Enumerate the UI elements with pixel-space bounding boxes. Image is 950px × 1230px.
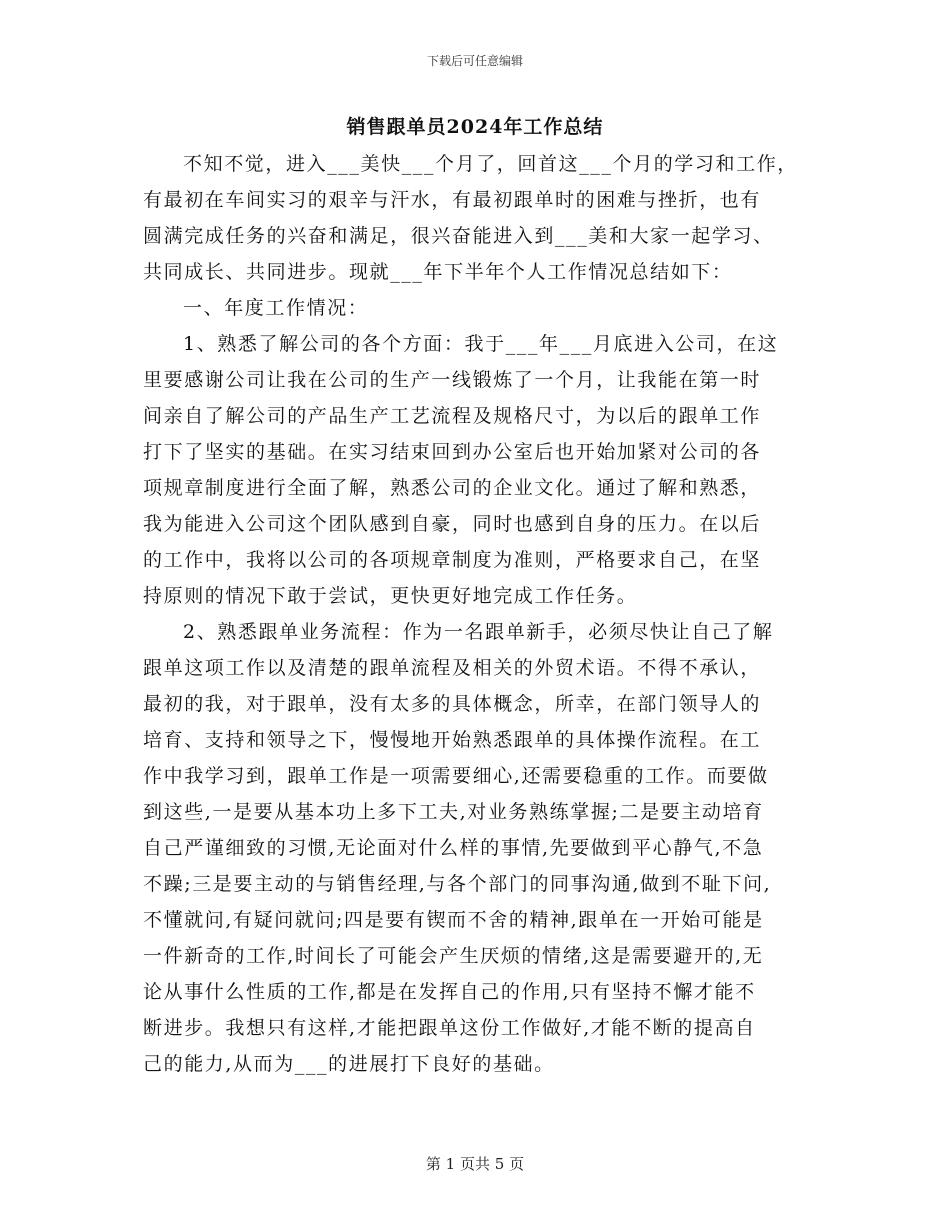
section-heading: 一、年度工作情况： — [183, 297, 369, 319]
paragraph-line: 间亲自了解公司的产品生产工艺流程及规格尺寸，为以后的跟单工作 — [143, 405, 762, 427]
document-body — [143, 146, 823, 1082]
paragraph-line: 自己严谨细致的习惯,无论面对什么样的事情,先要做到平心静气,不急 — [143, 837, 764, 859]
paragraph-line: 不躁;三是要主动的与销售经理,与各个部门的同事沟通,做到不耻下问, — [143, 873, 772, 895]
paragraph-line: 项规章制度进行全面了解，熟悉公司的企业文化。通过了解和熟悉， — [143, 477, 762, 499]
paragraph-line: 我为能进入公司这个团队感到自豪，同时也感到自身的压力。在以后 — [143, 513, 762, 535]
paragraph-line: 己的能力,从而为___的进展打下良好的基础。 — [143, 1053, 555, 1075]
paragraph-line: 持原则的情况下敢于尝试，更快更好地完成工作任务。 — [143, 585, 638, 607]
paragraph-line: 有最初在车间实习的艰辛与汗水，有最初跟单时的困难与挫折，也有 — [143, 189, 762, 211]
paragraph-line: 培育、支持和领导之下，慢慢地开始熟悉跟单的具体操作流程。在工 — [143, 729, 762, 751]
document-title: 销售跟单员2024年工作总结 — [346, 116, 604, 138]
paragraph-line: 断进步。我想只有这样,才能把跟单这份工作做好,才能不断的提高自 — [143, 1017, 756, 1039]
paragraph-line: 到这些,一是要从基本功上多下工夫,对业务熟练掌握;二是要主动培育 — [143, 801, 764, 823]
page-header-note: 下载后可任意编辑 — [426, 54, 523, 68]
paragraph-line: 的工作中，我将以公司的各项规章制度为准则，严格要求自己，在坚 — [143, 549, 762, 571]
paragraph-line: 不知不觉，进入___美快___个月了，回首这___个月的学习和工作， — [183, 153, 798, 175]
paragraph-line: 作中我学习到，跟单工作是一项需要细心,还需要稳重的工作。而要做 — [143, 765, 769, 787]
paragraph-line: 里要感谢公司让我在公司的生产一线锻炼了一个月，让我能在第一时 — [143, 369, 762, 391]
paragraph-line: 共同成长、共同进步。现就___年下半年个人工作情况总结如下： — [143, 261, 733, 283]
paragraph-line: 论从事什么性质的工作,都是在发挥自己的作用,只有坚持不懈才能不 — [143, 981, 756, 1003]
paragraph-line: 跟单这项工作以及清楚的跟单流程及相关的外贸术语。不得不承认， — [143, 657, 762, 679]
paragraph-line: 不懂就问,有疑问就问;四是要有锲而不舍的精神,跟单在一开始可能是 — [143, 909, 764, 931]
page-number-footer: 第 1 页共 5 页 — [425, 1155, 525, 1173]
paragraph-line: 1、熟悉了解公司的各个方面：我于___年___月底进入公司，在这 — [183, 333, 779, 355]
paragraph-line: 打下了坚实的基础。在实习结束回到办公室后也开始加紧对公司的各 — [143, 441, 762, 463]
paragraph-line: 圆满完成任务的兴奋和满足，很兴奋能进入到___美和大家一起学习、 — [143, 225, 774, 247]
paragraph-line: 一件新奇的工作,时间长了可能会产生厌烦的情绪,这是需要避开的,无 — [143, 945, 764, 967]
paragraph-line: 2、熟悉跟单业务流程：作为一名跟单新手，必须尽快让自己了解 — [183, 621, 774, 643]
paragraph-line: 最初的我，对于跟单，没有太多的具体概念，所幸，在部门领导人的 — [143, 693, 762, 715]
